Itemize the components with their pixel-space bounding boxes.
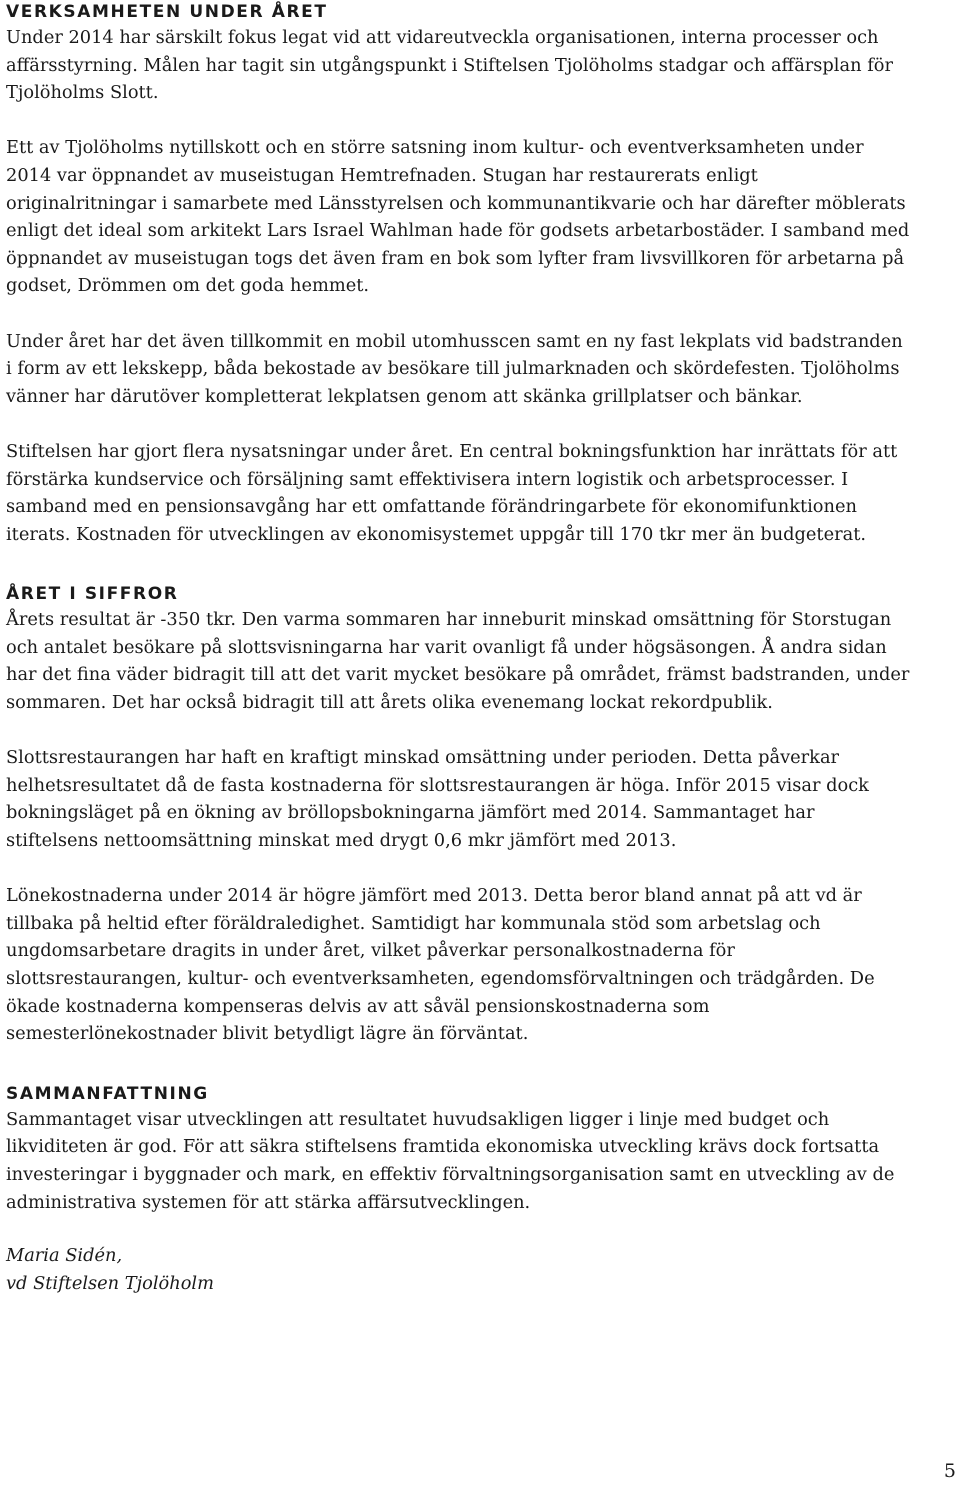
signature-title: vd Stiftelsen Tjolöholm <box>6 1273 214 1295</box>
paragraph: Årets resultat är -350 tkr. Den varma sommaren har inneburit minskad omsättning för Storstugan och antalet besökare på slottsvisningarna har varit ovanligt få under högsäsongen. Å andra sidan har det fina väder bidragit till att det varit mycket besökare på området, främst badstranden, under sommaren. Det har också bidragit till att årets olika evenemang lockat rekordpublik. <box>6 609 910 714</box>
paragraph: Lönekostnaderna under 2014 är högre jämfört med 2013. Detta beror bland annat på att vd är tillbaka på heltid efter föräldraledighet. Samtidigt har kommunala stöd som arbetslag och ungdomsarbetare dragits in under året, vilket påverkar personalkostnaderna för slottsrestaurangen, kultur- och eventverksamheten, egendomsförvaltningen och trädgården. De ökade kostnaderna kompenseras delvis av att såväl pensionskostnaderna som semesterlönekostnader blivit betydligt lägre än förväntat. <box>6 885 875 1045</box>
signature-name: Maria Sidén, <box>6 1245 123 1267</box>
section-heading-sammanfattning: SAMMANFATTNING <box>6 1083 209 1104</box>
paragraph: Under 2014 har särskilt fokus legat vid att vidareutveckla organisationen, interna processer och affärsstyrning. Målen har tagit sin utgångspunkt i Stiftelsen Tjolöholms stadgar och affärsplan för Tjolöholms Slott. <box>6 27 893 104</box>
paragraph: Sammantaget visar utvecklingen att resultatet huvudsakligen ligger i linje med budget och likviditeten är god. För att säkra stiftelsens framtida ekonomiska utveckling krävs dock fortsatta investeringar i byggnader och mark, en effektiv förvaltningsorganisation samt en utveckling av de administrativa systemen för att stärka affärsutvecklingen. <box>6 1108 895 1213</box>
paragraph: Under året har det även tillkommit en mobil utomhusscen samt en ny fast lekplats vid badstranden i form av ett lekskepp, båda bekostade av besökare till julmarknaden och skördefesten. Tjolöholms vänner har därutöver kompletterat lekplatsen genom att skänka grillplatser och bänkar. <box>6 330 903 407</box>
section-heading-verksamheten: VERKSAMHETEN UNDER ÅRET <box>6 2 328 22</box>
paragraph: Slottsrestaurangen har haft en kraftigt minskad omsättning under perioden. Detta påverkar helhetsresultatet då de fasta kostnaderna för slottsrestaurangen är höga. Inför 2015 visar dock bokningsläget på en ökning av bröllopsbokningarna jämfört med 2014. Sammantaget har stiftelsens nettoomsättning minskat med drygt 0,6 mkr jämfört med 2013. <box>6 747 869 852</box>
page-number: 5 <box>943 1460 956 1482</box>
paragraph: Stiftelsen har gjort flera nysatsningar under året. En central bokningsfunktion har inrättats för att förstärka kundservice och försäljning samt effektivisera intern logistik och arbetsprocesser. I samband med en pensionsavgång har ett omfattande förändringarbete för ekonomifunktionen iterats. Kostnaden för utvecklingen av ekonomisystemet uppgår till 170 tkr mer än budgeterat. <box>6 440 898 545</box>
paragraph: Ett av Tjolöholms nytillskott och en större satsning inom kultur- och eventverksamheten under 2014 var öppnandet av museistugan Hemtrefnaden. Stugan har restaurerats enligt originalritningar i samarbete med Länsstyrelsen och kommunantikvarie och har därefter möblerats enligt det ideal som arkitekt Lars Israel Wahlman hade för godsets arbetarbostäder. I samband med öppnandet av museistugan togs det även fram en bok som lyfter fram livsvillkoren för arbetarna på godset, Drömmen om det goda hemmet. <box>6 137 910 297</box>
document-page <box>6 0 911 1298</box>
signature-block <box>6 1242 911 1298</box>
section-heading-aret-i-siffror: ÅRET I SIFFROR <box>6 584 179 605</box>
